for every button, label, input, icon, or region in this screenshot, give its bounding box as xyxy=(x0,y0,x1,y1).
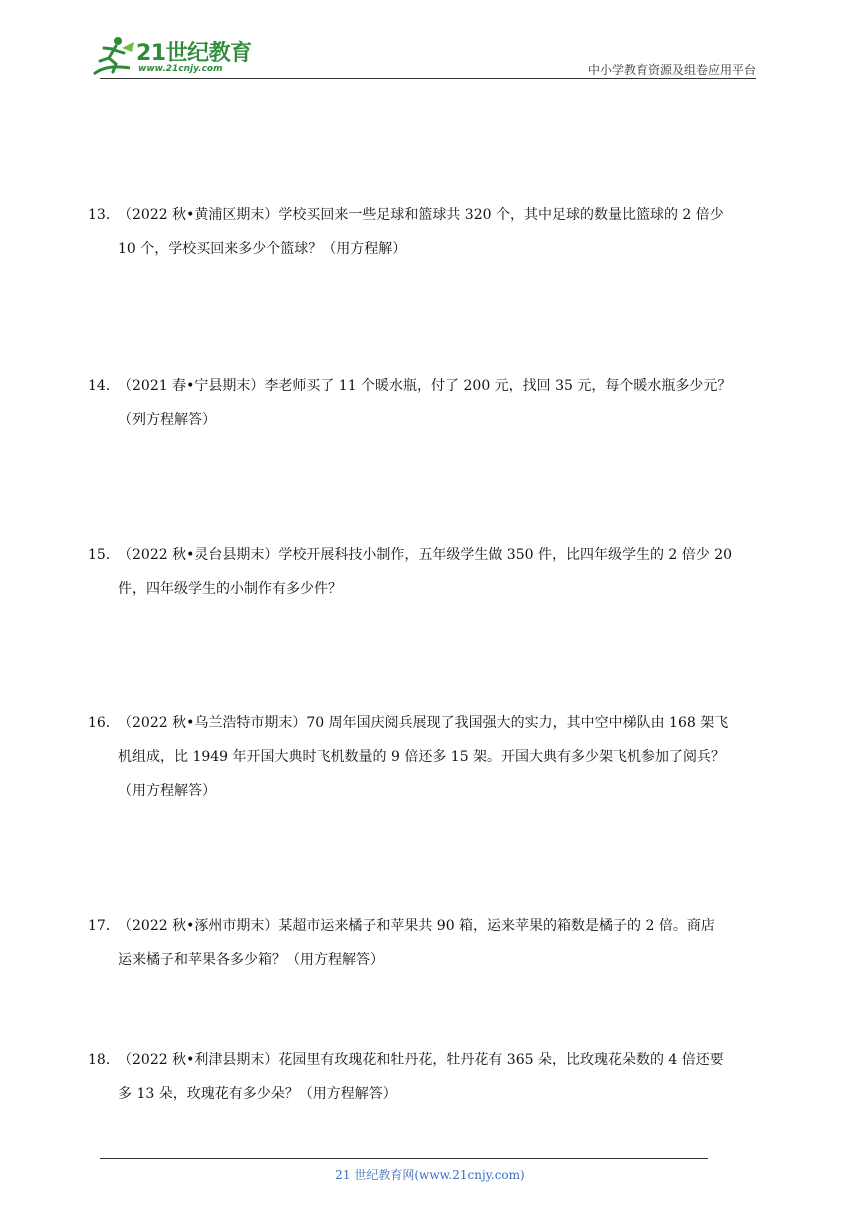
question-text-line: 10 个，学校买回来多少个篮球？（用方程解） xyxy=(118,241,407,257)
platform-title: 中小学教育资源及组卷应用平台 xyxy=(587,63,756,77)
question-number: 13． xyxy=(88,207,120,223)
footer-divider xyxy=(100,1158,708,1159)
question-14 xyxy=(88,369,770,437)
question-text-line: （2021 春•宁县期末）李老师买了 11 个暖水瓶，付了 200 元，找回 35 元，每个暖水瓶多少元？ xyxy=(118,378,732,394)
question-text-line: （列方程解答） xyxy=(118,412,216,428)
question-number: 14． xyxy=(88,378,120,394)
question-15 xyxy=(88,538,770,606)
logo xyxy=(92,34,262,78)
question-text-line: 运来橘子和苹果各多少箱？（用方程解答） xyxy=(118,952,384,968)
page-header xyxy=(0,0,860,90)
question-13 xyxy=(88,198,770,266)
question-text-line: （用方程解答） xyxy=(118,783,216,799)
question-text-line: 多 13 朵，玫瑰花有多少朵？（用方程解答） xyxy=(118,1086,397,1102)
question-text-line: （2022 秋•黄浦区期末）学校买回来一些足球和篮球共 320 个，其中足球的数量比篮球的 2 倍少 xyxy=(118,207,724,223)
question-number: 16． xyxy=(88,715,120,731)
question-text-line: （2022 秋•乌兰浩特市期末）70 周年国庆阅兵展现了我国强大的实力，其中空中梯队由 168 架飞 xyxy=(118,715,729,731)
question-text-line: （2022 秋•利津县期末）花园里有玫瑰花和牡丹花，牡丹花有 365 朵，比玫瑰花朵数的 4 倍还要 xyxy=(118,1052,724,1068)
question-text-line: 机组成，比 1949 年开国大典时飞机数量的 9 倍还多 15 架。开国大典有多少架飞机参加了阅兵？ xyxy=(118,749,726,765)
question-number: 15． xyxy=(88,547,120,563)
runner-logo-icon xyxy=(92,34,138,78)
logo-url: www.21cnjy.com xyxy=(138,64,223,74)
question-number: 17． xyxy=(88,918,120,934)
footer-link[interactable]: 21 世纪教育网(www.21cnjy.com) xyxy=(335,1168,525,1182)
question-text-line: 件，四年级学生的小制作有多少件？ xyxy=(118,581,342,597)
question-text-line: （2022 秋•涿州市期末）某超市运来橘子和苹果共 90 箱，运来苹果的箱数是橘子的 2 倍。商店 xyxy=(118,918,715,934)
logo-text: 21世纪教育 xyxy=(136,41,252,66)
question-text-line: （2022 秋•灵台县期末）学校开展科技小制作，五年级学生做 350 件，比四年级学生的 2 倍少 20 xyxy=(118,547,733,563)
header-divider xyxy=(100,78,756,79)
question-number: 18． xyxy=(88,1052,120,1068)
question-16 xyxy=(88,706,770,808)
question-17 xyxy=(88,909,770,977)
question-18 xyxy=(88,1043,770,1111)
